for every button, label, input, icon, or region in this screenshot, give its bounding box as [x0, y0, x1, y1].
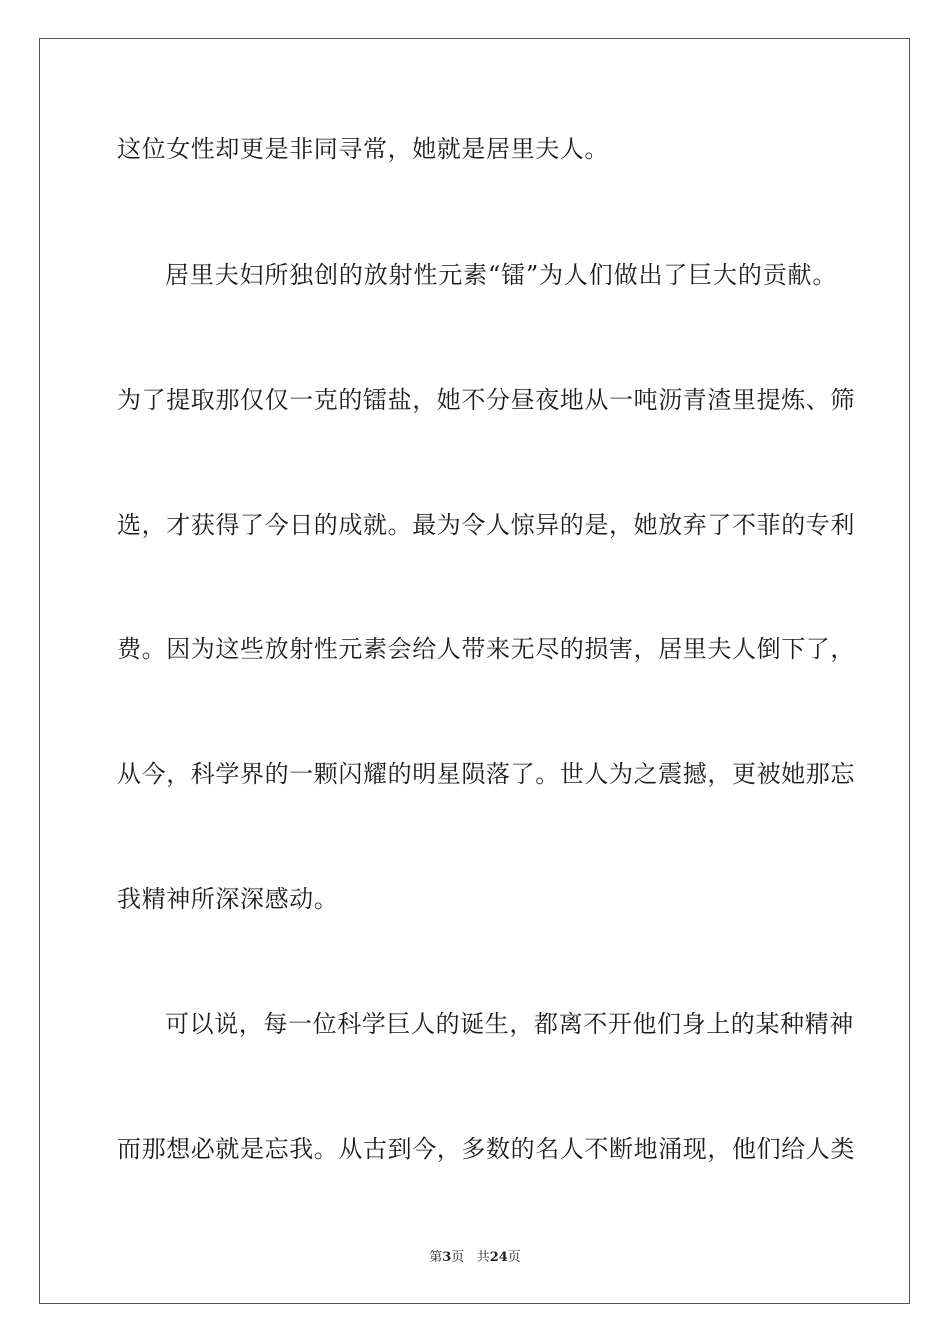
text-line-6: 从今，科学界的一颗闪耀的明星陨落了。世人为之震撼，更被她那忘: [117, 760, 855, 788]
text-line-5: 费。因为这些放射性元素会给人带来无尽的损害，居里夫人倒下了，: [117, 635, 855, 663]
page-footer: [0, 1246, 950, 1265]
page-suffix: 页: [451, 1250, 465, 1265]
text-line-9: 而那想必就是忘我。从古到今，多数的名人不断地涌现，他们给人类: [117, 1135, 855, 1163]
text-line-4: 选，才获得了今日的成就。最为令人惊异的是，她放弃了不菲的专利: [117, 511, 855, 539]
total-pages: 24: [489, 1250, 508, 1265]
page-number: 3: [442, 1250, 452, 1265]
text-line-1: 这位女性却更是非同寻常，她就是居里夫人。: [117, 135, 609, 163]
page-frame: [39, 38, 910, 1304]
text-line-2: 居里夫妇所独创的放射性元素“镭”为人们做出了巨大的贡献。: [165, 261, 837, 289]
text-line-7: 我精神所深深感动。: [117, 885, 339, 913]
total-suffix: 页: [507, 1250, 521, 1265]
text-line-8: 可以说，每一位科学巨人的诞生，都离不开他们身上的某种精神: [165, 1010, 854, 1038]
text-line-3: 为了提取那仅仅一克的镭盐，她不分昼夜地从一吨沥青渣里提炼、筛: [117, 386, 855, 414]
total-prefix: 共: [476, 1250, 490, 1265]
page-prefix: 第: [429, 1250, 443, 1265]
